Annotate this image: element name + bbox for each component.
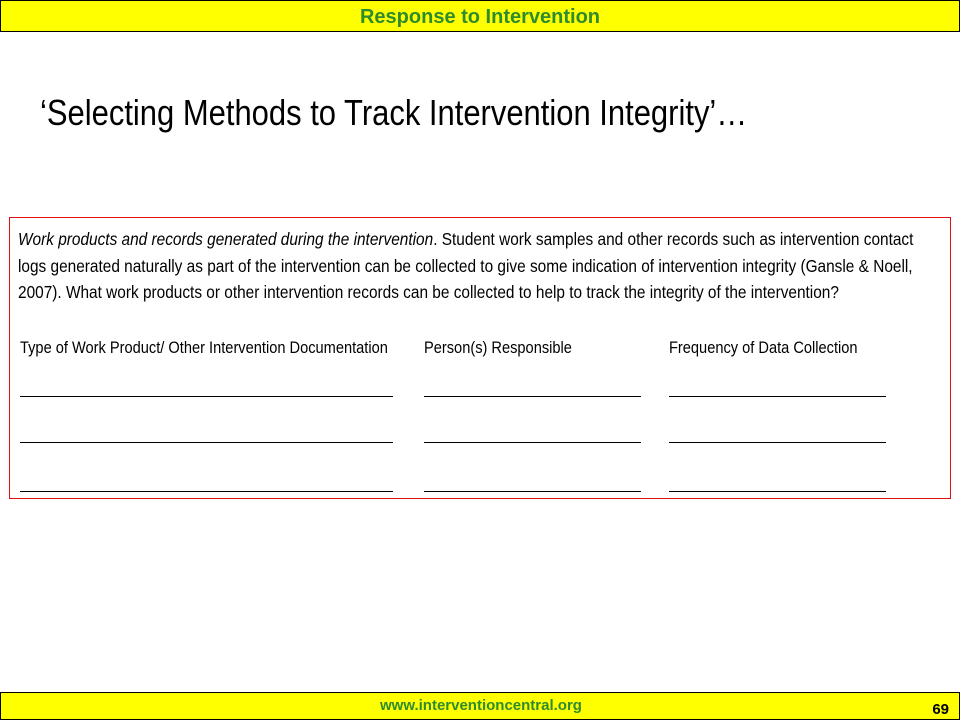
form-intro-italic: Work products and records generated during the intervention	[18, 229, 434, 249]
blank-line-work-product[interactable]	[20, 442, 393, 443]
column-header-person-responsible: Person(s) Responsible	[424, 338, 572, 357]
footer-bar	[0, 692, 960, 720]
form-intro-text: . Student work samples and other records such as intervention contact logs generated naturally as part of the intervention can be collected to give some indication of intervention integrity (Gansle & Noell, 2007). What work products or other intervention records can be collected to help to track the integrity of the intervention?	[18, 229, 914, 302]
form-excerpt-box	[9, 217, 951, 499]
blank-line-person-responsible[interactable]	[424, 491, 641, 492]
blank-line-person-responsible[interactable]	[424, 396, 641, 397]
form-intro-paragraph	[18, 226, 942, 306]
header-bar	[0, 0, 960, 32]
slide-title: ‘Selecting Methods to Track Intervention Integrity’…	[40, 92, 748, 133]
blank-line-work-product[interactable]	[20, 491, 393, 492]
column-header-frequency: Frequency of Data Collection	[669, 338, 858, 357]
header-title: Response to Intervention	[359, 6, 601, 28]
blank-line-frequency[interactable]	[669, 396, 886, 397]
page-number: 69	[932, 701, 949, 718]
blank-line-frequency[interactable]	[669, 442, 886, 443]
blank-line-work-product[interactable]	[20, 396, 393, 397]
footer-url[interactable]: www.interventioncentral.org	[380, 697, 582, 714]
column-header-work-product: Type of Work Product/ Other Intervention Documentation	[20, 338, 388, 357]
blank-line-frequency[interactable]	[669, 491, 886, 492]
blank-line-person-responsible[interactable]	[424, 442, 641, 443]
